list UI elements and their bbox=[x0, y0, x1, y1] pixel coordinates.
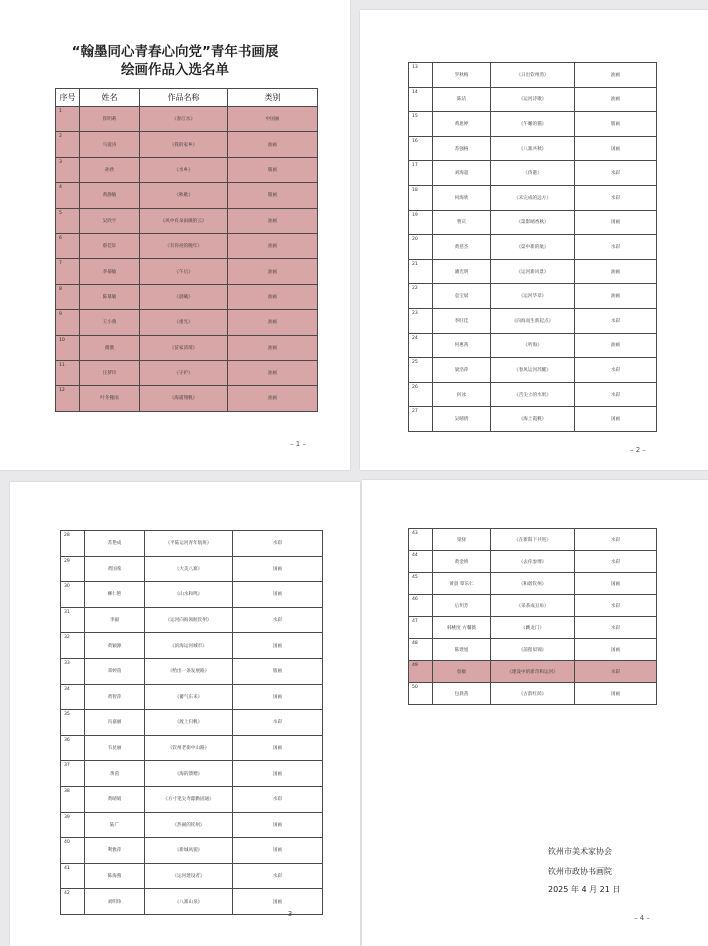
entry-work: 《运河新风景》 bbox=[491, 259, 575, 284]
entry-category: 油画 bbox=[228, 360, 318, 385]
entry-category: 国画 bbox=[575, 136, 657, 161]
entry-name: 邓婷茵 bbox=[85, 658, 145, 684]
entry-category: 国画 bbox=[233, 889, 323, 915]
table-row bbox=[56, 157, 318, 182]
table-row bbox=[56, 132, 318, 157]
entry-name: 孙欣 bbox=[80, 157, 140, 182]
entry-index: 13 bbox=[409, 63, 433, 88]
entry-work: 《山水和鸣》 bbox=[145, 582, 233, 608]
entry-category: 国画 bbox=[233, 684, 323, 710]
entry-name: 苏艳成 bbox=[85, 531, 145, 557]
entry-work: 《大美八寨》 bbox=[145, 556, 233, 582]
entry-category: 油画 bbox=[228, 284, 318, 309]
entry-category: 水彩 bbox=[233, 531, 323, 557]
entry-category: 版画 bbox=[233, 658, 323, 684]
entry-name: 潘光明 bbox=[433, 259, 491, 284]
entry-work: 《苗家清境》 bbox=[140, 335, 228, 360]
table-row bbox=[409, 661, 657, 683]
entry-work: 《前程似锦》 bbox=[491, 639, 575, 661]
table-row bbox=[409, 639, 657, 661]
entry-name: 李菊敏 bbox=[80, 259, 140, 284]
entry-index: 18 bbox=[409, 185, 433, 210]
entry-index: 14 bbox=[409, 87, 433, 112]
entry-index: 2 bbox=[56, 132, 80, 157]
entry-name: 梁驿 bbox=[433, 529, 491, 551]
entry-name: 何冰 bbox=[433, 382, 491, 407]
entry-category: 水彩 bbox=[575, 617, 657, 639]
entry-category: 国画 bbox=[233, 812, 323, 838]
entry-work: 《滨海运河城市》 bbox=[145, 633, 233, 659]
entry-name: 后玥芳 bbox=[433, 595, 491, 617]
table-row bbox=[409, 210, 657, 235]
entry-work: 《去你参博》 bbox=[491, 551, 575, 573]
table-row bbox=[409, 136, 657, 161]
entries-table-3 bbox=[60, 530, 323, 915]
entry-name: 袁宝斌 bbox=[433, 284, 491, 309]
table-row bbox=[409, 185, 657, 210]
entry-name: 黄国希 bbox=[85, 556, 145, 582]
entry-work: 《风中有朵雨做的云》 bbox=[140, 208, 228, 233]
entry-category: 水彩 bbox=[575, 382, 657, 407]
entry-index: 44 bbox=[409, 551, 433, 573]
entry-name: 马爱涛 bbox=[80, 132, 140, 157]
entry-work: 《渡上归帆》 bbox=[145, 710, 233, 736]
entry-work: 《海的馈赠》 bbox=[145, 761, 233, 787]
entries-table-2 bbox=[408, 62, 657, 432]
entry-index: 24 bbox=[409, 333, 433, 358]
table-row bbox=[56, 386, 318, 411]
table-row bbox=[409, 529, 657, 551]
entry-category: 中国画 bbox=[228, 107, 318, 132]
entry-work: 《跳龙门》 bbox=[491, 617, 575, 639]
entry-work: 《春风运河苏醒》 bbox=[491, 358, 575, 383]
doc-title: “翰墨同心青春心向党”青年书画展 bbox=[71, 44, 279, 60]
entry-index: 1 bbox=[56, 107, 80, 132]
page-number: – 4 – bbox=[634, 914, 650, 922]
entry-name: 詹敏 bbox=[433, 661, 491, 683]
table-row bbox=[61, 531, 323, 557]
entry-index: 35 bbox=[61, 710, 85, 736]
entry-category: 国画 bbox=[575, 407, 657, 432]
entry-index: 38 bbox=[61, 786, 85, 812]
entry-index: 47 bbox=[409, 617, 433, 639]
page-3 bbox=[10, 482, 360, 946]
entry-category: 国画 bbox=[233, 633, 323, 659]
entry-work: 《春江水》 bbox=[140, 107, 228, 132]
entry-category: 国画 bbox=[233, 556, 323, 582]
page-4 bbox=[362, 480, 708, 946]
entry-work: 《建设中的新奇和运河》 bbox=[491, 661, 575, 683]
table-row bbox=[56, 233, 318, 258]
entry-work: 《重光》 bbox=[140, 310, 228, 335]
page-number: – 3 – bbox=[282, 910, 298, 918]
entry-name: 黄思婷 bbox=[433, 112, 491, 137]
entry-category: 国画 bbox=[575, 683, 657, 705]
entry-name: 利雅萍 bbox=[85, 838, 145, 864]
entry-work: 《秋歌》 bbox=[140, 183, 228, 208]
entry-work: 《有你亮的晚年》 bbox=[140, 233, 228, 258]
entry-category: 水彩 bbox=[575, 308, 657, 333]
entry-name: 蔡佳轩 bbox=[80, 233, 140, 258]
table-row bbox=[56, 259, 318, 284]
entry-index: 6 bbox=[56, 233, 80, 258]
entry-name: 吴晴倩 bbox=[433, 407, 491, 432]
entry-index: 19 bbox=[409, 210, 433, 235]
entry-name: 陈洁 bbox=[433, 87, 491, 112]
table-row bbox=[409, 63, 657, 88]
entry-work: 《听海》 bbox=[491, 333, 575, 358]
entry-work: 《渠中新的航》 bbox=[491, 235, 575, 260]
entry-name: 韩桃度 方馨薇 bbox=[433, 617, 491, 639]
entry-index: 32 bbox=[61, 633, 85, 659]
entry-category: 水彩 bbox=[233, 710, 323, 736]
entry-index: 17 bbox=[409, 161, 433, 186]
entry-category: 水彩 bbox=[575, 161, 657, 186]
entry-work: 《未完成的远方》 bbox=[491, 185, 575, 210]
table-row bbox=[409, 87, 657, 112]
entry-name: 叶冬槿雨 bbox=[80, 386, 140, 411]
entry-work: 《午后》 bbox=[140, 259, 228, 284]
entry-name: 陆广 bbox=[85, 812, 145, 838]
entry-category: 油画 bbox=[228, 233, 318, 258]
table-row bbox=[409, 235, 657, 260]
entry-name: 梁浩萍 bbox=[433, 358, 491, 383]
table-row bbox=[61, 786, 323, 812]
table-row bbox=[61, 607, 323, 633]
entry-name: 苏强格 bbox=[433, 136, 491, 161]
table-row bbox=[409, 551, 657, 573]
entry-index: 43 bbox=[409, 529, 433, 551]
entry-category: 油画 bbox=[228, 132, 318, 157]
entry-index: 8 bbox=[56, 284, 80, 309]
entry-index: 28 bbox=[61, 531, 85, 557]
table-row bbox=[409, 683, 657, 705]
entry-name: 吴欣宇 bbox=[80, 208, 140, 233]
entry-name: 黄慈杰 bbox=[433, 235, 491, 260]
table-row bbox=[409, 407, 657, 432]
table-row bbox=[61, 838, 323, 864]
table-row bbox=[56, 284, 318, 309]
entry-name: 黄智萍 bbox=[85, 684, 145, 710]
entry-name: 黄晨 覃乐仁 bbox=[433, 573, 491, 595]
entry-name: 刘明珍 bbox=[85, 889, 145, 915]
entry-index: 46 bbox=[409, 595, 433, 617]
entry-name: 柳仁艳 bbox=[85, 582, 145, 608]
entry-name: 李旺佳 bbox=[433, 308, 491, 333]
entry-index: 16 bbox=[409, 136, 433, 161]
entry-work: 《我的家乡》 bbox=[140, 132, 228, 157]
entry-index: 50 bbox=[409, 683, 433, 705]
entry-category: 水彩 bbox=[233, 863, 323, 889]
entry-category: 国画 bbox=[233, 582, 323, 608]
table-row bbox=[409, 308, 657, 333]
page-number: – 2 – bbox=[630, 446, 646, 454]
entry-index: 5 bbox=[56, 208, 80, 233]
entry-category: 油画 bbox=[575, 259, 657, 284]
entry-category: 油画 bbox=[228, 310, 318, 335]
entry-work: 《蓄气东来》 bbox=[145, 684, 233, 710]
entry-index: 25 bbox=[409, 358, 433, 383]
table-row bbox=[61, 863, 323, 889]
page-2 bbox=[360, 10, 708, 470]
entry-index: 4 bbox=[56, 183, 80, 208]
entry-name: 曹庆 bbox=[433, 210, 491, 235]
table-row bbox=[56, 208, 318, 233]
table-row bbox=[409, 333, 657, 358]
table-row bbox=[409, 112, 657, 137]
entry-work: 《采茶成丑角》 bbox=[491, 595, 575, 617]
entry-work: 《海上霞帆》 bbox=[491, 407, 575, 432]
page-number: – 1 – bbox=[290, 440, 306, 448]
entry-name: 黄金娇 bbox=[433, 551, 491, 573]
entry-index: 33 bbox=[61, 658, 85, 684]
table-row bbox=[61, 633, 323, 659]
table-row bbox=[409, 284, 657, 309]
col-header-work: 作品名称 bbox=[140, 89, 228, 107]
entry-index: 34 bbox=[61, 684, 85, 710]
col-header-category: 类别 bbox=[228, 89, 318, 107]
table-row bbox=[61, 735, 323, 761]
entry-index: 42 bbox=[61, 889, 85, 915]
entry-category: 油画 bbox=[228, 386, 318, 411]
entry-name: 李毅 bbox=[85, 607, 145, 633]
entry-name: 陈建旭 bbox=[433, 639, 491, 661]
signature-org-2: 钦州市政协书画院 bbox=[548, 867, 612, 876]
entry-index: 48 bbox=[409, 639, 433, 661]
entry-category: 国画 bbox=[233, 838, 323, 864]
entry-index: 11 bbox=[56, 360, 80, 385]
entry-category: 水彩 bbox=[575, 595, 657, 617]
entry-name: 刘海超 bbox=[433, 161, 491, 186]
entry-index: 40 bbox=[61, 838, 85, 864]
entry-name: 何海欣 bbox=[433, 185, 491, 210]
table-row bbox=[56, 310, 318, 335]
entry-work: 《八寨山泉》 bbox=[145, 889, 233, 915]
entry-index: 22 bbox=[409, 284, 433, 309]
entry-name: 黄晴娟 bbox=[85, 786, 145, 812]
table-row bbox=[409, 382, 657, 407]
col-header-index: 序号 bbox=[56, 89, 80, 107]
entries-table-4 bbox=[408, 528, 657, 705]
entry-category: 油画 bbox=[575, 63, 657, 88]
table-row bbox=[409, 161, 657, 186]
entry-name: 薇薇 bbox=[80, 335, 140, 360]
entry-category: 水彩 bbox=[575, 661, 657, 683]
table-row bbox=[56, 360, 318, 385]
entry-name: 黄静敏 bbox=[80, 183, 140, 208]
entry-work: 《海浦翔帆》 bbox=[140, 386, 228, 411]
entry-work: 《方寸笔尖寿邸勤固通》 bbox=[145, 786, 233, 812]
table-row bbox=[61, 710, 323, 736]
entry-category: 国画 bbox=[575, 639, 657, 661]
page-1 bbox=[0, 0, 350, 470]
entry-category: 水彩 bbox=[575, 185, 657, 210]
entry-name: 王小燕 bbox=[80, 310, 140, 335]
entry-name: 包晨茜 bbox=[433, 683, 491, 705]
entry-index: 41 bbox=[61, 863, 85, 889]
entry-work: 《午睡的猫》 bbox=[491, 112, 575, 137]
entry-category: 版画 bbox=[228, 183, 318, 208]
entry-work: 《古韵红荫》 bbox=[491, 683, 575, 705]
entry-name: 冯嘉丽 bbox=[85, 710, 145, 736]
entry-category: 油画 bbox=[575, 333, 657, 358]
entry-category: 油画 bbox=[228, 335, 318, 360]
table-row bbox=[56, 107, 318, 132]
entry-work: 《渠影晴香秋》 bbox=[491, 210, 575, 235]
entry-index: 37 bbox=[61, 761, 85, 787]
entry-work: 《舌尖上的水果》 bbox=[491, 382, 575, 407]
entry-category: 油画 bbox=[228, 259, 318, 284]
entry-work: 《水乡》 bbox=[140, 157, 228, 182]
entry-name: 陈海燕 bbox=[85, 863, 145, 889]
entry-work: 《运河建设者》 bbox=[145, 863, 233, 889]
doc-subtitle: 绘画作品入选名单 bbox=[121, 62, 229, 78]
entry-name: 崔明莉 bbox=[80, 107, 140, 132]
entry-work: 《守护》 bbox=[140, 360, 228, 385]
entry-name: 韦昆丽 bbox=[85, 735, 145, 761]
entry-category: 水彩 bbox=[575, 529, 657, 551]
entry-category: 油画 bbox=[575, 284, 657, 309]
entry-category: 水彩 bbox=[233, 607, 323, 633]
table-row bbox=[409, 358, 657, 383]
entry-index: 21 bbox=[409, 259, 433, 284]
entry-work: 《侨港》 bbox=[491, 161, 575, 186]
entry-work: 《和谐钦州》 bbox=[491, 573, 575, 595]
entry-work: 《给出一条发展路》 bbox=[145, 658, 233, 684]
entry-index: 23 bbox=[409, 308, 433, 333]
entry-work: 《运河诗歌》 bbox=[491, 87, 575, 112]
entry-index: 30 bbox=[61, 582, 85, 608]
entry-work: 《日出钦州湾》 bbox=[491, 63, 575, 88]
entry-name: 何惠茜 bbox=[433, 333, 491, 358]
entry-index: 20 bbox=[409, 235, 433, 260]
entry-index: 45 bbox=[409, 573, 433, 595]
entry-work: 《新城风貌》 bbox=[145, 838, 233, 864]
entry-category: 国画 bbox=[575, 573, 657, 595]
table-row bbox=[409, 573, 657, 595]
entry-category: 水彩 bbox=[575, 235, 657, 260]
entry-work: 《运河华章》 bbox=[491, 284, 575, 309]
entry-name: 汪梦玲 bbox=[80, 360, 140, 385]
entry-index: 26 bbox=[409, 382, 433, 407]
table-row bbox=[409, 617, 657, 639]
entry-category: 国画 bbox=[233, 761, 323, 787]
signature-org-1: 钦州市美术家协会 bbox=[548, 847, 612, 856]
entry-name: 罗秋梅 bbox=[433, 63, 491, 88]
entries-table-1 bbox=[55, 88, 318, 412]
entry-category: 水彩 bbox=[575, 358, 657, 383]
entry-index: 9 bbox=[56, 310, 80, 335]
entry-index: 3 bbox=[56, 157, 80, 182]
entry-index: 31 bbox=[61, 607, 85, 633]
entry-name: 黄颖源 bbox=[85, 633, 145, 659]
table-row bbox=[56, 183, 318, 208]
entry-work: 《向海而生新起点》 bbox=[491, 308, 575, 333]
entry-category: 国画 bbox=[233, 735, 323, 761]
entry-work: 《钦州老街中山路》 bbox=[145, 735, 233, 761]
entry-index: 7 bbox=[56, 259, 80, 284]
entry-name: 陈慕敏 bbox=[80, 284, 140, 309]
entry-work: 《八寨共秋》 bbox=[491, 136, 575, 161]
entry-category: 油画 bbox=[575, 87, 657, 112]
entry-index: 39 bbox=[61, 812, 85, 838]
entry-work: 《在新阳下共进》 bbox=[491, 529, 575, 551]
entry-index: 27 bbox=[409, 407, 433, 432]
entry-category: 版画 bbox=[575, 112, 657, 137]
table-row bbox=[61, 812, 323, 838]
table-row bbox=[61, 556, 323, 582]
table-row bbox=[61, 658, 323, 684]
entry-category: 水彩 bbox=[575, 551, 657, 573]
entry-index: 15 bbox=[409, 112, 433, 137]
entry-work: 《热闹的钦州》 bbox=[145, 812, 233, 838]
table-row bbox=[61, 684, 323, 710]
entry-index: 29 bbox=[61, 556, 85, 582]
entry-work: 《运河向海领航钦州》 bbox=[145, 607, 233, 633]
entry-name: 黄茵 bbox=[85, 761, 145, 787]
table-row bbox=[409, 259, 657, 284]
table-row bbox=[61, 761, 323, 787]
entry-category: 水彩 bbox=[233, 786, 323, 812]
table-row bbox=[409, 595, 657, 617]
entry-category: 油画 bbox=[228, 208, 318, 233]
entry-category: 版画 bbox=[228, 157, 318, 182]
entry-index: 36 bbox=[61, 735, 85, 761]
entry-index: 10 bbox=[56, 335, 80, 360]
col-header-name: 姓名 bbox=[80, 89, 140, 107]
entry-work: 《平陆运河青年航班》 bbox=[145, 531, 233, 557]
table-row bbox=[61, 582, 323, 608]
table-row bbox=[56, 335, 318, 360]
entry-category: 国画 bbox=[575, 210, 657, 235]
entry-work: 《晨曦》 bbox=[140, 284, 228, 309]
entry-index: 49 bbox=[409, 661, 433, 683]
signature-date: 2025 年 4 月 21 日 bbox=[548, 885, 621, 894]
entry-index: 12 bbox=[56, 386, 80, 411]
